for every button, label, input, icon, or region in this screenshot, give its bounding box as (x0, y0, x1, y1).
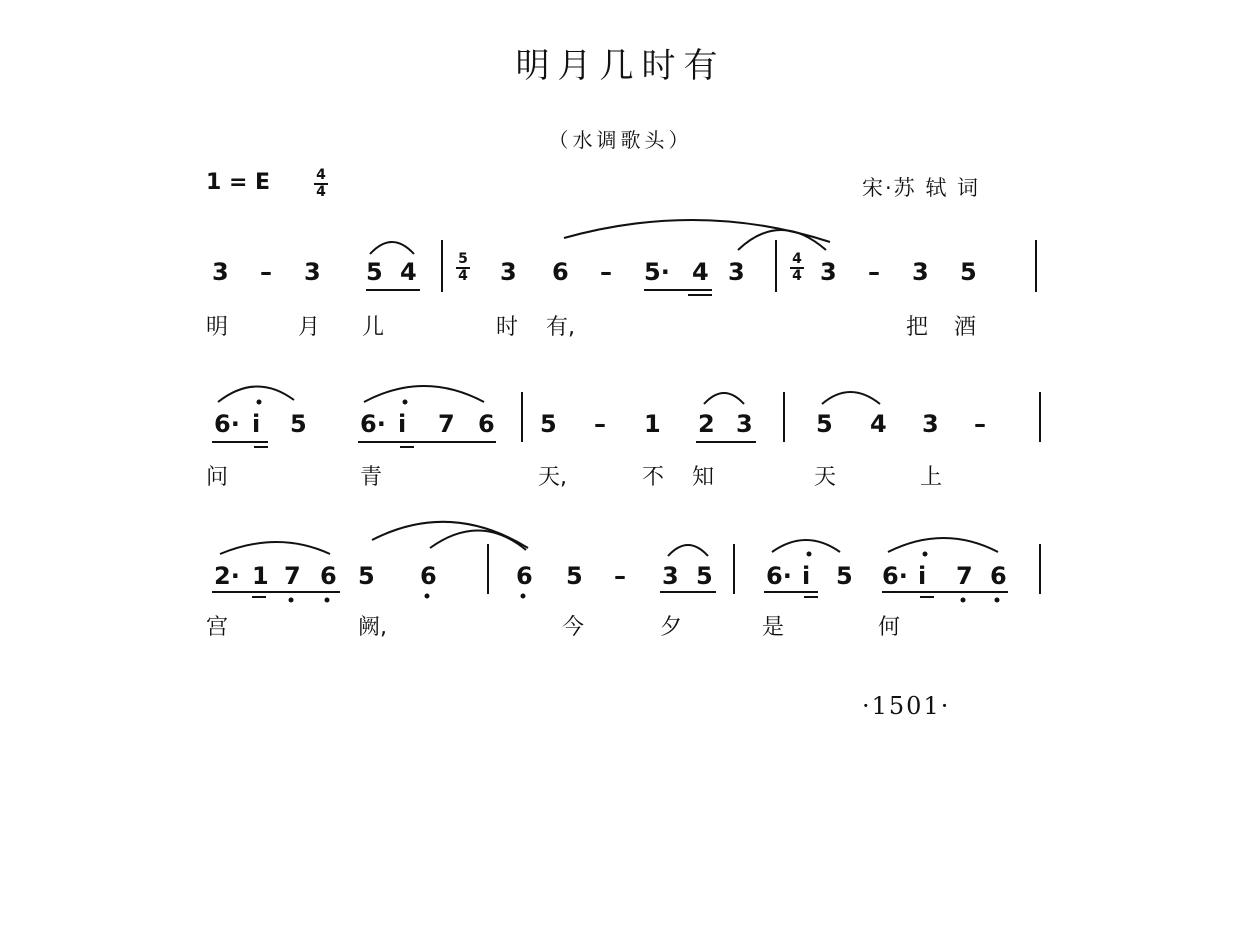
time-change-5-4: 5 4 (456, 253, 470, 283)
note: 5 (836, 562, 853, 590)
lyric: 夕 (660, 615, 683, 640)
lyric: 明 (206, 315, 229, 340)
low-dot (425, 594, 430, 599)
dash: – (594, 410, 606, 438)
note: 4 (400, 258, 417, 286)
low-dot (325, 598, 330, 603)
note: 4 (692, 258, 709, 286)
note: i (398, 410, 407, 438)
note: 5· (644, 258, 670, 286)
dash: – (600, 258, 612, 286)
lyric: 把 (906, 315, 929, 340)
note: 3 (912, 258, 929, 286)
note: 3 (922, 410, 939, 438)
dash: – (614, 562, 626, 590)
note: 6 (320, 562, 337, 590)
note: 3 (736, 410, 753, 438)
high-dot (257, 400, 262, 405)
lyric: 天 (814, 465, 837, 490)
lyric: 宫 (206, 615, 229, 640)
low-dot (961, 598, 966, 603)
low-dot (289, 598, 294, 603)
note: 4 (870, 410, 887, 438)
note: 3 (662, 562, 679, 590)
slur (364, 386, 484, 402)
note: 5 (816, 410, 833, 438)
lyric: 青 (360, 465, 383, 490)
lyric: 时 (496, 315, 519, 340)
time-sig-numerator: 4 (316, 167, 326, 183)
note: 6 (516, 562, 533, 590)
high-dot (923, 552, 928, 557)
low-dot (995, 598, 1000, 603)
dash: – (260, 258, 272, 286)
note: 1 (644, 410, 661, 438)
note: 3 (728, 258, 745, 286)
note: 3 (820, 258, 837, 286)
note: 3 (304, 258, 321, 286)
high-dot (807, 552, 812, 557)
note: 3 (212, 258, 229, 286)
slur (430, 530, 526, 550)
note: 2· (214, 562, 240, 590)
note: i (802, 562, 811, 590)
lyric: 月 (298, 315, 321, 340)
note: 6 (478, 410, 495, 438)
note: 7 (438, 410, 455, 438)
lyric: 上 (920, 465, 943, 490)
dash: – (974, 410, 986, 438)
note: 5 (358, 562, 375, 590)
note: i (252, 410, 261, 438)
note: 6· (214, 410, 240, 438)
lyricist-credit: 宋·苏 轼 词 (862, 176, 981, 200)
note: 6· (766, 562, 792, 590)
lyric: 酒 (954, 315, 977, 340)
lyric: 天, (538, 465, 567, 490)
lyric: 今 (562, 615, 585, 640)
note: 5 (566, 562, 583, 590)
slur (370, 242, 414, 254)
lyric: 有, (546, 315, 575, 340)
note: 1 (252, 562, 269, 590)
slur (220, 542, 330, 554)
note: 6· (882, 562, 908, 590)
note: 5 (696, 562, 713, 590)
note: 7 (284, 562, 301, 590)
note: 7 (956, 562, 973, 590)
slur (888, 538, 998, 552)
note: i (918, 562, 927, 590)
note: 5 (540, 410, 557, 438)
key-tonic: 1 = E (206, 170, 271, 195)
note: 5 (366, 258, 383, 286)
lyric: 何 (878, 615, 901, 640)
lyric: 不 (642, 465, 665, 490)
time-change-4-4: 4 4 (790, 253, 804, 283)
slur (738, 230, 826, 250)
high-dot (403, 400, 408, 405)
lyric: 问 (206, 465, 229, 490)
song-title: 明月几时有 (515, 46, 726, 86)
page-number: ·1501· (862, 692, 951, 720)
slur (218, 386, 294, 402)
slur (704, 393, 744, 404)
lyric: 儿 (362, 315, 385, 340)
note: 6 (990, 562, 1007, 590)
note: 2 (698, 410, 715, 438)
song-subtitle: （水调歌头） (548, 128, 693, 152)
slur (668, 545, 708, 556)
lyric: 阙, (358, 615, 387, 640)
note: 6 (552, 258, 569, 286)
lyric: 知 (692, 465, 715, 490)
lyric: 是 (762, 615, 785, 640)
note: 6 (420, 562, 437, 590)
note: 5 (960, 258, 977, 286)
dash: – (868, 258, 880, 286)
note: 3 (500, 258, 517, 286)
note: 5 (290, 410, 307, 438)
note: 6· (360, 410, 386, 438)
slur (372, 522, 528, 548)
slur (772, 540, 840, 552)
time-sig-denominator: 4 (316, 184, 326, 200)
slur (822, 392, 880, 404)
low-dot (521, 594, 526, 599)
